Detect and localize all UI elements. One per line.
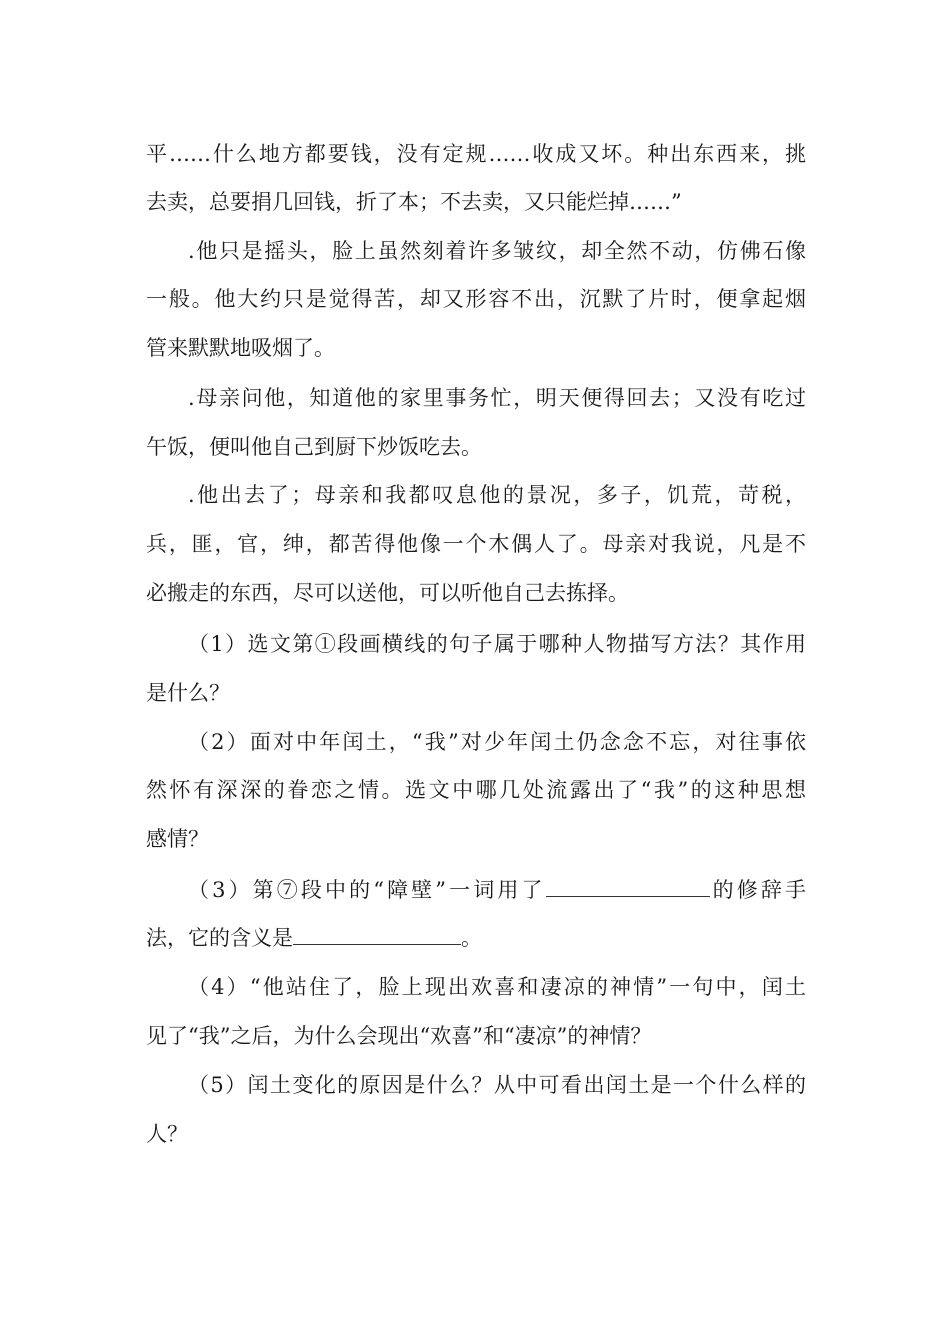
question-3-text-a: （3）第⑦段中的“障壁”一词用了: [188, 878, 546, 902]
passage-p4-line1: .他出去了；母亲和我都叹息他的景况，多子，饥荒，苛税，: [188, 483, 806, 507]
question-1-line2: 是什么？: [146, 681, 230, 705]
question-2-line1: （2）面对中年闰土，“我”对少年闰土仍念念不忘，对往事依: [188, 730, 806, 754]
answer-blank-rhetoric[interactable]: [546, 876, 710, 897]
question-3-text-c: 法，它的含义是: [146, 926, 293, 950]
question-5-line1: （5）闰土变化的原因是什么？从中可看出闰土是一个什么样的: [188, 1073, 806, 1097]
passage-p3-line1: .母亲问他，知道他的家里事务忙，明天便得回去；又没有吃过: [188, 386, 806, 410]
question-4-line1: （4）“他站住了，脸上现出欢喜和凄凉的神情”一句中，闰土: [188, 975, 806, 999]
question-2-line3: 感情？: [146, 827, 209, 851]
passage-p4-line2: 兵，匪，官，绅，都苦得他像一个木偶人了。母亲对我说，凡是不: [146, 532, 806, 556]
question-3-text-b: 的修辞手: [709, 878, 806, 902]
question-3-text-d: 。: [461, 926, 482, 950]
question-5-line2: 人？: [146, 1122, 188, 1146]
passage-p1-line2: 去卖，总要捐几回钱，折了本；不去卖，又只能烂掉……”: [146, 190, 682, 214]
passage-p2-line2: 一般。他大约只是觉得苦，却又形容不出，沉默了片时，便拿起烟: [146, 287, 806, 311]
passage-p3-line2: 午饭，便叫他自己到厨下炒饭吃去。: [146, 435, 482, 459]
passage-p2-line1: .他只是摇头，脸上虽然刻着许多皱纹，却全然不动，仿佛石像: [188, 239, 806, 263]
passage-p2-line3: 管来默默地吸烟了。: [146, 336, 335, 360]
passage-p4-line3: 必搬走的东西，尽可以送他，可以听他自己去拣择。: [146, 581, 629, 605]
question-3-line2: [146, 924, 482, 952]
answer-blank-meaning[interactable]: [293, 924, 461, 945]
question-1-line1: （1）选文第①段画横线的句子属于哪种人物描写方法？其作用: [188, 632, 806, 656]
question-4-line2: 见了“我”之后，为什么会现出“欢喜”和“凄凉”的神情？: [146, 1024, 652, 1048]
question-3-line1: [188, 876, 806, 904]
question-2-line2: 然怀有深深的眷恋之情。选文中哪几处流露出了“我”的这种思想: [146, 778, 806, 802]
passage-p1-line1: 平……什么地方都要钱，没有定规……收成又坏。种出东西来，挑: [146, 142, 806, 166]
